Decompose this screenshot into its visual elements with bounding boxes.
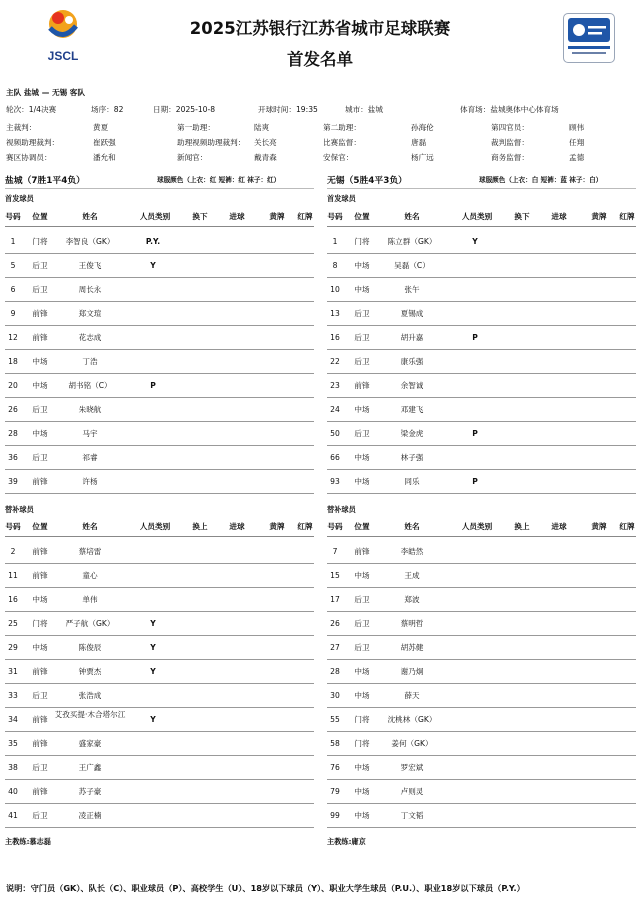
cell-name: 陈俊辰 <box>78 643 102 652</box>
cell-pos: 前锋 <box>32 547 48 556</box>
table-row <box>0 422 320 446</box>
table-row <box>0 326 320 350</box>
table-row <box>0 756 320 780</box>
table-row <box>322 422 640 446</box>
cell-no: 30 <box>330 691 340 700</box>
table-row <box>0 732 320 756</box>
table-row <box>322 588 640 612</box>
cell-no: 66 <box>330 453 340 462</box>
cell-pos: 中场 <box>32 429 48 438</box>
cell-pos: 后卫 <box>32 405 48 414</box>
starting-label: 首发球员 <box>5 194 34 203</box>
column-header: 进球 <box>551 212 567 221</box>
table-row <box>322 636 640 660</box>
cell-no: 38 <box>8 763 18 772</box>
cell-pos: 中场 <box>354 571 370 580</box>
cell-name: 花志成 <box>78 333 102 342</box>
column-header: 进球 <box>229 212 245 221</box>
official-label: 裁判监督： <box>491 138 529 147</box>
cell-pos: 前锋 <box>32 787 48 796</box>
official-name: 孙海伦 <box>411 123 434 132</box>
official-name: 孟德 <box>569 153 585 162</box>
teams-line <box>6 87 85 98</box>
cell-cat: Y <box>150 715 156 724</box>
cell-no: 17 <box>330 595 340 604</box>
table-row <box>0 636 320 660</box>
team-name: 无锡（5胜4平3负） <box>327 176 407 186</box>
cell-no: 24 <box>330 405 340 414</box>
cell-name: 马宇 <box>82 429 98 438</box>
kit-colors: 球服颜色（上衣：红 短裤：红 袜子：红） <box>157 176 281 184</box>
row-rule <box>5 827 314 828</box>
team-name: 盐城（7胜1平4负） <box>5 176 85 186</box>
cell-cat: P.Y. <box>145 237 161 246</box>
venue: 体育场：盐城奥体中心体育场 <box>460 105 559 114</box>
cell-no: 28 <box>8 429 18 438</box>
official-label: 第一助理： <box>177 123 215 132</box>
row-rule <box>327 827 636 828</box>
cell-name: 朱晓航 <box>78 405 102 414</box>
cell-name: 盛家豪 <box>78 739 102 748</box>
table-row <box>0 230 320 254</box>
row-rule <box>5 493 314 494</box>
cell-pos: 中场 <box>32 357 48 366</box>
kickoff-time: 开球时间：19:35 <box>258 105 318 114</box>
cell-no: 76 <box>330 763 340 772</box>
subs-label: 替补球员 <box>5 505 34 514</box>
cell-name: 林子强 <box>400 453 424 462</box>
cell-name: 康乐强 <box>400 357 424 366</box>
cell-no: 11 <box>8 571 18 580</box>
cell-no: 55 <box>330 715 340 724</box>
cell-pos: 中场 <box>354 787 370 796</box>
column-header: 位置 <box>32 522 48 531</box>
cell-pos: 后卫 <box>354 357 370 366</box>
table-row <box>0 398 320 422</box>
cell-no: 28 <box>330 667 340 676</box>
column-header: 人员类别 <box>461 522 493 531</box>
table-row <box>0 254 320 278</box>
cell-no: 9 <box>10 309 16 318</box>
official-label: 第二助理： <box>323 123 361 132</box>
cell-name: 姜何（GK） <box>391 739 433 748</box>
cell-no: 18 <box>8 357 18 366</box>
kit-colors: 球服颜色（上衣：白 短裤：蓝 袜子：白） <box>479 176 603 184</box>
column-header: 黄牌 <box>591 212 607 221</box>
official-name: 黄夏 <box>93 123 109 132</box>
head-coach: 主教练:庸京 <box>327 837 366 846</box>
header-rule <box>5 536 314 537</box>
page-subtitle: 首发名单 <box>287 50 353 69</box>
cell-no: 1 <box>332 237 338 246</box>
cell-pos: 中场 <box>354 691 370 700</box>
official-name: 杨广远 <box>411 153 434 162</box>
cell-name: 单伟 <box>82 595 98 604</box>
cell-no: 25 <box>8 619 18 628</box>
subs-label: 替补球员 <box>327 505 356 514</box>
cell-no: 27 <box>330 643 340 652</box>
table-row <box>322 612 640 636</box>
cell-pos: 中场 <box>32 595 48 604</box>
bank-logo-icon <box>564 14 614 62</box>
cell-pos: 前锋 <box>32 309 48 318</box>
column-header: 人员类别 <box>139 212 171 221</box>
cell-name: 蔡明哲 <box>400 619 424 628</box>
column-header: 进球 <box>229 522 245 531</box>
column-header: 姓名 <box>404 212 420 221</box>
page-title: 2025江苏银行江苏省城市足球联赛 <box>189 19 451 38</box>
cell-pos: 后卫 <box>32 285 48 294</box>
table-row <box>322 684 640 708</box>
cell-pos: 门将 <box>354 237 370 246</box>
cell-name: 邓建飞 <box>400 405 424 414</box>
away-team: 无锡 <box>51 88 68 97</box>
column-header: 人员类别 <box>139 522 171 531</box>
cell-no: 6 <box>10 285 16 294</box>
table-row <box>322 302 640 326</box>
divider <box>327 188 636 189</box>
table-row <box>322 254 640 278</box>
cell-cat: Y <box>150 619 156 628</box>
cell-cat: Y <box>150 643 156 652</box>
official-label: 商务监督： <box>491 153 529 162</box>
cell-no: 23 <box>330 381 340 390</box>
table-row <box>322 564 640 588</box>
legend-note: 说明：守门员（GK）、队长（C）、职业球员（P）、高校学生（U）、18岁以下球员（Y）、职业大学生球员（P.U.）、职业18岁以下球员（P.Y.） <box>6 883 525 893</box>
table-row <box>0 660 320 684</box>
official-label: 主裁判： <box>6 123 37 132</box>
cell-no: 79 <box>330 787 340 796</box>
table-row <box>322 230 640 254</box>
cell-no: 39 <box>8 477 18 486</box>
home-label: 主队 <box>6 88 22 97</box>
cell-pos: 后卫 <box>32 811 48 820</box>
column-header: 红牌 <box>619 212 635 221</box>
round: 轮次：1/4决赛 <box>6 105 57 114</box>
cell-cat: Y <box>472 237 478 246</box>
cell-pos: 中场 <box>354 811 370 820</box>
cell-no: 2 <box>10 547 16 556</box>
cell-no: 35 <box>8 739 18 748</box>
cell-pos: 中场 <box>354 405 370 414</box>
table-row <box>0 278 320 302</box>
table-row <box>322 708 640 732</box>
cell-name: 苏子豪 <box>78 787 102 796</box>
table-row <box>0 588 320 612</box>
cell-name: 谢乃炯 <box>400 667 424 676</box>
official-label: 赛区协调员： <box>6 153 52 162</box>
cell-name: 胡升嘉 <box>400 333 424 342</box>
cell-no: 10 <box>330 285 340 294</box>
cell-no: 5 <box>10 261 16 270</box>
cell-no: 31 <box>8 667 18 676</box>
cell-name: 夏锡成 <box>400 309 424 318</box>
cell-no: 13 <box>330 309 340 318</box>
cell-pos: 门将 <box>32 237 48 246</box>
official-label: 助理视频助理裁判： <box>177 138 246 147</box>
cell-name: 郑文瑄 <box>78 309 102 318</box>
table-row <box>322 804 640 828</box>
table-row <box>322 540 640 564</box>
cell-no: 16 <box>8 595 18 604</box>
cell-pos: 前锋 <box>354 381 370 390</box>
official-name: 任翔 <box>569 138 585 147</box>
column-header: 位置 <box>354 212 370 221</box>
cell-no: 12 <box>8 333 18 342</box>
cell-pos: 中场 <box>354 667 370 676</box>
cell-no: 26 <box>330 619 340 628</box>
cell-no: 15 <box>330 571 340 580</box>
cell-name: 胡书铭（C） <box>68 381 112 390</box>
cell-no: 29 <box>8 643 18 652</box>
column-header: 黄牌 <box>269 212 285 221</box>
cell-name: 卢则灵 <box>400 787 424 796</box>
cell-no: 22 <box>330 357 340 366</box>
cell-name: 沈桃林（GK） <box>387 715 437 724</box>
cell-name: 陈立群（GK） <box>387 237 437 246</box>
table-row <box>0 374 320 398</box>
cell-pos: 后卫 <box>354 429 370 438</box>
cell-no: 99 <box>330 811 340 820</box>
cell-name: 吴磊（C） <box>394 261 430 270</box>
column-header: 换下 <box>192 212 208 221</box>
cell-pos: 中场 <box>32 643 48 652</box>
column-header: 姓名 <box>82 522 98 531</box>
cell-name: 张浩成 <box>78 691 102 700</box>
header-rule <box>327 226 636 227</box>
cell-pos: 后卫 <box>354 309 370 318</box>
column-header: 红牌 <box>297 212 313 221</box>
cell-pos: 后卫 <box>32 691 48 700</box>
official-name: 陆爽 <box>254 123 270 132</box>
column-header: 黄牌 <box>269 522 285 531</box>
cell-name: 丁浩 <box>82 357 98 366</box>
table-row <box>0 446 320 470</box>
city: 城市：盐城 <box>345 105 383 114</box>
column-header: 姓名 <box>82 212 98 221</box>
column-header: 姓名 <box>404 522 420 531</box>
cell-cat: Y <box>150 667 156 676</box>
table-row <box>0 804 320 828</box>
official-name: 潘允和 <box>93 153 116 162</box>
cell-no: 50 <box>330 429 340 438</box>
cell-no: 26 <box>8 405 18 414</box>
column-header: 号码 <box>5 522 21 531</box>
cell-pos: 中场 <box>354 763 370 772</box>
cell-pos: 门将 <box>354 739 370 748</box>
cell-name: 余智诚 <box>400 381 424 390</box>
cell-pos: 中场 <box>354 261 370 270</box>
column-header: 位置 <box>354 522 370 531</box>
table-row <box>322 732 640 756</box>
cell-name: 王广鑫 <box>78 763 102 772</box>
table-row <box>0 708 320 732</box>
column-header: 红牌 <box>619 522 635 531</box>
cell-name: 童心 <box>82 571 98 580</box>
cell-pos: 前锋 <box>32 477 48 486</box>
header-rule <box>5 226 314 227</box>
column-header: 黄牌 <box>591 522 607 531</box>
cell-name: 周长永 <box>78 285 102 294</box>
official-name: 唐磊 <box>411 138 427 147</box>
official-label: 新闻官： <box>177 153 208 162</box>
cell-pos: 前锋 <box>32 571 48 580</box>
cell-name: 李皓然 <box>400 547 424 556</box>
cell-cat: Y <box>150 261 156 270</box>
cell-name: 许杨 <box>82 477 98 486</box>
vs-dash: — <box>41 88 50 97</box>
cell-pos: 中场 <box>32 381 48 390</box>
table-row <box>0 302 320 326</box>
cell-name: 薛天 <box>404 691 420 700</box>
cell-pos: 前锋 <box>354 547 370 556</box>
cell-name: 罗宏斌 <box>400 763 424 772</box>
starting-label: 首发球员 <box>327 194 356 203</box>
head-coach: 主教练:慕志磊 <box>5 837 51 846</box>
column-header: 进球 <box>551 522 567 531</box>
cell-pos: 后卫 <box>354 333 370 342</box>
cell-pos: 门将 <box>32 619 48 628</box>
official-name: 戴青森 <box>254 153 277 162</box>
cell-no: 36 <box>8 453 18 462</box>
cell-pos: 后卫 <box>354 643 370 652</box>
cell-pos: 前锋 <box>32 715 48 724</box>
table-row <box>322 446 640 470</box>
cell-name: 李智良（GK） <box>65 237 115 246</box>
official-label: 第四官员： <box>491 123 529 132</box>
official-label: 安保官： <box>323 153 354 162</box>
document-header <box>0 0 640 82</box>
table-row <box>0 780 320 804</box>
cell-no: 58 <box>330 739 340 748</box>
cell-no: 8 <box>332 261 338 270</box>
cell-name: 丁文韬 <box>400 811 424 820</box>
column-header: 换上 <box>514 522 530 531</box>
column-header: 号码 <box>5 212 21 221</box>
cell-no: 33 <box>8 691 18 700</box>
header-rule <box>327 536 636 537</box>
cell-name: 同乐 <box>404 477 420 486</box>
cell-no: 7 <box>332 547 338 556</box>
official-name: 崔跃强 <box>93 138 116 147</box>
cell-name: 钟贾杰 <box>78 667 102 676</box>
match-date: 日期：2025-10-8 <box>153 105 216 114</box>
column-header: 位置 <box>32 212 48 221</box>
column-header: 换上 <box>192 522 208 531</box>
cell-name: 凌正楠 <box>78 811 102 820</box>
cell-pos: 前锋 <box>32 667 48 676</box>
table-row <box>322 398 640 422</box>
table-row <box>322 374 640 398</box>
official-name: 关长亮 <box>254 138 277 147</box>
official-label: 比赛监督： <box>323 138 361 147</box>
table-row <box>322 470 640 494</box>
sponsor-logo <box>563 13 615 63</box>
official-label: 视频助理裁判： <box>6 138 60 147</box>
column-header: 换下 <box>514 212 530 221</box>
cell-no: 40 <box>8 787 18 796</box>
table-row <box>0 470 320 494</box>
cell-pos: 中场 <box>354 453 370 462</box>
cell-name: 胡苏健 <box>400 643 424 652</box>
table-row <box>322 326 640 350</box>
cell-name: 王俊飞 <box>78 261 102 270</box>
column-header: 红牌 <box>297 522 313 531</box>
cell-no: 34 <box>8 715 18 724</box>
table-row <box>0 564 320 588</box>
cell-name: 严子航（GK） <box>65 619 115 628</box>
cell-no: 16 <box>330 333 340 342</box>
cell-name: 蔡培雷 <box>78 547 102 556</box>
cell-no: 41 <box>8 811 18 820</box>
table-row <box>0 350 320 374</box>
cell-pos: 中场 <box>354 477 370 486</box>
table-row <box>322 660 640 684</box>
cell-pos: 后卫 <box>32 763 48 772</box>
divider <box>5 188 314 189</box>
official-name: 顾伟 <box>569 123 585 132</box>
cell-pos: 前锋 <box>32 739 48 748</box>
jscl-logo-text: JSCL <box>47 49 79 63</box>
cell-pos: 前锋 <box>32 333 48 342</box>
cell-cat: P <box>472 333 478 342</box>
column-header: 人员类别 <box>461 212 493 221</box>
cell-name: 艾孜买提·木合塔尔江 <box>54 710 126 719</box>
cell-pos: 后卫 <box>32 261 48 270</box>
cell-name: 郑波 <box>404 595 420 604</box>
home-team: 盐城 <box>23 88 40 97</box>
cell-name: 张午 <box>404 285 420 294</box>
away-label: 客队 <box>69 88 85 97</box>
row-rule <box>327 493 636 494</box>
cell-name: 祁睿 <box>82 453 98 462</box>
cell-cat: P <box>472 429 478 438</box>
cell-pos: 中场 <box>354 285 370 294</box>
cell-no: 20 <box>8 381 18 390</box>
column-header: 号码 <box>327 522 343 531</box>
table-row <box>0 540 320 564</box>
cell-no: 1 <box>10 237 16 246</box>
column-header: 号码 <box>327 212 343 221</box>
cell-pos: 后卫 <box>354 619 370 628</box>
table-row <box>322 278 640 302</box>
cell-cat: P <box>472 477 478 486</box>
table-row <box>322 780 640 804</box>
table-row <box>322 350 640 374</box>
cell-pos: 门将 <box>354 715 370 724</box>
table-row <box>0 612 320 636</box>
cell-cat: P <box>150 381 156 390</box>
cell-name: 王成 <box>404 571 420 580</box>
table-row <box>322 756 640 780</box>
table-row <box>0 684 320 708</box>
cell-pos: 后卫 <box>354 595 370 604</box>
cell-name: 梁金虎 <box>400 429 424 438</box>
cell-pos: 后卫 <box>32 453 48 462</box>
cell-no: 93 <box>330 477 340 486</box>
match-number: 场序：82 <box>91 105 124 114</box>
